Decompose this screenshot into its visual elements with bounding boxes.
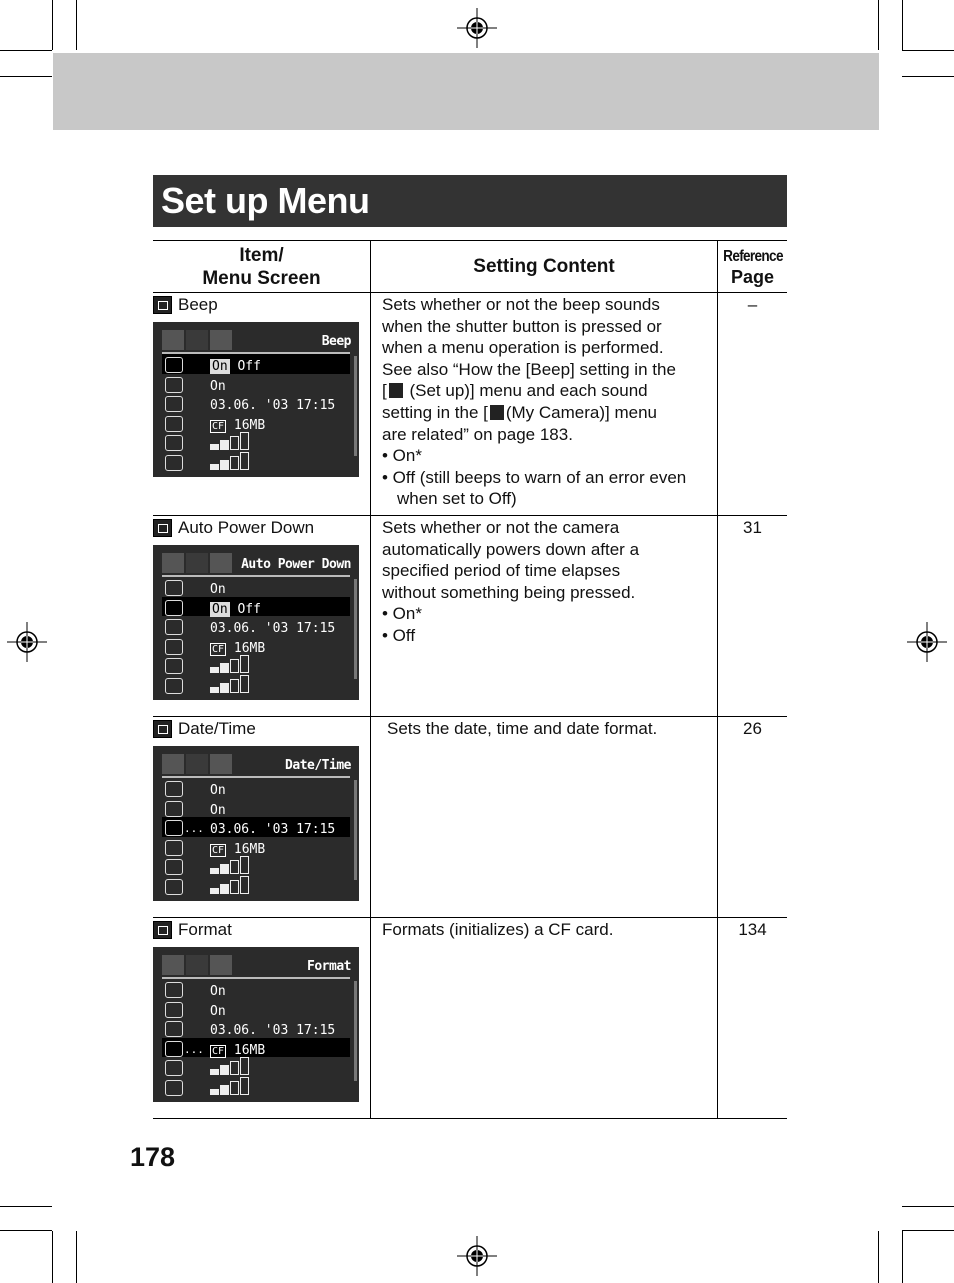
desc-line: are related” on page 183. [382,424,573,444]
desc-line: when a menu operation is performed. [382,338,664,358]
beep-icon [165,580,183,596]
screen-title: Format [307,959,351,974]
more-indicator: ... [184,1042,204,1056]
item-name: Beep [178,295,218,315]
header-item-line2: Menu Screen [202,267,321,289]
screen-row [162,413,350,433]
screen-row [162,432,350,452]
scrollbar [354,579,357,679]
header-ref-line1: Reference [723,247,783,265]
screen-value: On [210,984,226,999]
scrollbar [354,356,357,456]
page-number: 178 [130,1142,176,1172]
reference-cell: 26 [718,717,788,918]
header-band [53,53,879,130]
format-icon [165,639,183,655]
date-time-icon [165,396,183,412]
item-cell [153,918,371,1119]
cf-badge: CF [212,844,225,856]
setting-cell [371,293,718,516]
desc-fragment: [ [382,381,387,401]
auto-power-down-icon [165,600,183,616]
crop-mark [902,1231,903,1283]
item-name: Format [178,920,232,940]
table-row [153,516,787,717]
crop-mark [878,1231,879,1283]
screen-value: 03.06. '03 17:15 [210,1023,336,1038]
option-bullet: • Off [382,625,416,645]
date-time-icon [165,1021,183,1037]
crop-mark [76,1231,77,1283]
screen-row [162,778,350,798]
camera-tab-icon [162,955,184,975]
screen-row [162,374,350,394]
screen-value: On [210,378,226,394]
camera-tab-icon [162,330,184,350]
cf-badge: CF [212,420,225,432]
screen-row [162,876,350,896]
volume-icon [165,435,183,451]
registration-mark-icon [7,622,47,662]
screen-value: On [210,783,226,798]
format-icon [153,921,172,939]
camera-screen [153,947,359,1102]
screen-row [162,1077,350,1097]
table-row [153,918,787,1119]
option-off: Off [237,601,261,617]
desc-line: Sets whether or not the beep sounds [382,295,660,314]
screen-rows [162,577,350,694]
beep-icon [153,296,172,314]
screen-row [162,979,350,999]
mycamera-tab-icon [210,553,232,573]
header-item-line1: Item/ [239,244,284,266]
format-icon [165,1041,183,1057]
screen-row [162,999,350,1019]
auto-power-down-icon [165,801,183,817]
option-bullet: • Off (still beeps to warn of an error even when set to Off) [382,467,687,509]
setup-menu-table [153,240,787,1119]
screen-rows [162,979,350,1096]
reference-cell: 31 [718,516,788,717]
header-item [153,241,371,293]
scrollbar [354,780,357,880]
screen-value: On [210,802,226,818]
screen-rows [162,354,350,471]
screen-row [162,856,350,876]
setup-tab-icon [186,754,208,774]
setup-tab-icon [186,553,208,573]
screen-title: Date/Time [285,758,351,773]
screen-title: Beep [321,334,351,349]
beep-icon [165,781,183,797]
title-bar [153,175,787,227]
desc-line: Formats (initializes) a CF card. [382,920,614,939]
volume-icon [165,658,183,674]
card-size: 16MB [233,841,266,857]
screen-row [162,1038,350,1058]
reference-cell: – [718,293,788,516]
camera-tab-icon [162,754,184,774]
desc-line: Sets the date, time and date format. [387,719,658,738]
desc-line: without something being pressed. [382,582,636,602]
item-label [153,293,370,317]
item-cell [153,717,371,918]
card-size: 16MB [233,1042,266,1058]
card-size: 16MB [233,640,266,656]
option-off: Off [237,359,261,374]
item-label [153,516,370,540]
setup-tab-icon [186,955,208,975]
registration-mark-icon [907,622,947,662]
desc-fragment: (Set up)] menu and each sound [404,381,648,401]
table-header-row [153,241,787,293]
desc-line: automatically powers down after a [382,539,640,559]
screen-rows [162,778,350,895]
header-setting: Setting Content [371,241,718,293]
item-name: Auto Power Down [178,518,315,538]
registration-mark-icon [457,1236,497,1276]
format-icon [165,840,183,856]
more-indicator: ... [184,822,204,835]
desc-line [382,380,713,402]
item-cell [153,293,371,516]
screen-row [162,393,350,413]
beep-icon [165,982,183,998]
crop-mark [76,0,77,50]
speaker-icon [165,879,183,895]
screen-row [162,675,350,695]
crop-mark [52,0,53,50]
option-on: On [212,359,228,374]
camera-screen [153,746,359,901]
crop-mark [0,76,52,77]
option-on: On [212,601,228,617]
setup-icon [389,383,403,398]
crop-mark [902,0,903,50]
desc-line: See also “How the [Beep] setting in the [382,359,676,379]
crop-mark [0,1206,52,1207]
date-time-icon [165,820,183,836]
mycamera-tab-icon [210,330,232,350]
header-ref-line2: Page [730,266,775,287]
volume-icon [165,859,183,875]
cf-badge: CF [212,1045,225,1057]
auto-power-down-icon [165,1002,183,1018]
crop-mark [0,1230,52,1231]
registration-mark-icon [457,8,497,48]
speaker-icon [165,678,183,694]
camera-screen [153,322,359,477]
setup-tab-icon [186,330,208,350]
table-row [153,717,787,918]
reference-cell: 134 [718,918,788,1119]
option-bullet: • On* [382,604,422,624]
camera-tab-icon [162,553,184,573]
desc-fragment: (My Camera)] menu [505,402,657,422]
crop-mark [902,50,954,51]
desc-line: Sets whether or not the camera [382,518,620,537]
option-bullet: • On* [382,446,422,466]
item-name: Date/Time [178,719,256,739]
beep-icon [165,357,183,373]
crop-mark [878,0,879,50]
crop-mark [902,1206,954,1207]
desc-fragment: setting in the [ [382,402,488,422]
screen-value: On [210,582,226,597]
setting-cell [371,717,718,918]
crop-mark [0,50,52,51]
crop-mark [52,1231,53,1283]
desc-line [382,402,713,424]
item-label [153,918,370,942]
setting-cell [371,918,718,1119]
screen-row [162,1018,350,1038]
speaker-icon [165,455,183,471]
desc-line: specified period of time elapses [382,561,621,581]
screen-row [162,636,350,656]
cf-badge: CF [212,643,225,655]
screen-row [162,817,350,837]
screen-value: On [210,1003,226,1019]
screen-row [162,837,350,857]
desc-line: when the shutter button is pressed or [382,316,662,336]
screen-row [162,655,350,675]
auto-power-down-icon [153,519,172,537]
screen-row [162,597,350,617]
item-label [153,717,370,741]
my-camera-icon [490,405,504,420]
camera-screen [153,545,359,700]
screen-row [162,577,350,597]
scrollbar [354,981,357,1081]
mycamera-tab-icon [210,754,232,774]
setting-cell [371,516,718,717]
volume-icon [165,1060,183,1076]
screen-row [162,798,350,818]
date-time-icon [165,619,183,635]
speaker-icon [165,1080,183,1096]
page-title: Set up Menu [161,180,370,221]
mycamera-tab-icon [210,955,232,975]
screen-title: Auto Power Down [241,557,351,572]
header-reference [718,241,788,293]
date-time-icon [153,720,172,738]
format-icon [165,416,183,432]
screen-value: 03.06. '03 17:15 [210,621,336,636]
screen-row [162,452,350,472]
table-row [153,293,787,516]
item-cell [153,516,371,717]
screen-row [162,616,350,636]
crop-mark [902,76,954,77]
screen-value: 03.06. '03 17:15 [210,822,336,837]
crop-mark [902,1230,954,1231]
auto-power-down-icon [165,377,183,393]
screen-value: 03.06. '03 17:15 [210,398,336,413]
screen-row [162,354,350,374]
card-size: 16MB [233,417,266,433]
screen-row [162,1057,350,1077]
